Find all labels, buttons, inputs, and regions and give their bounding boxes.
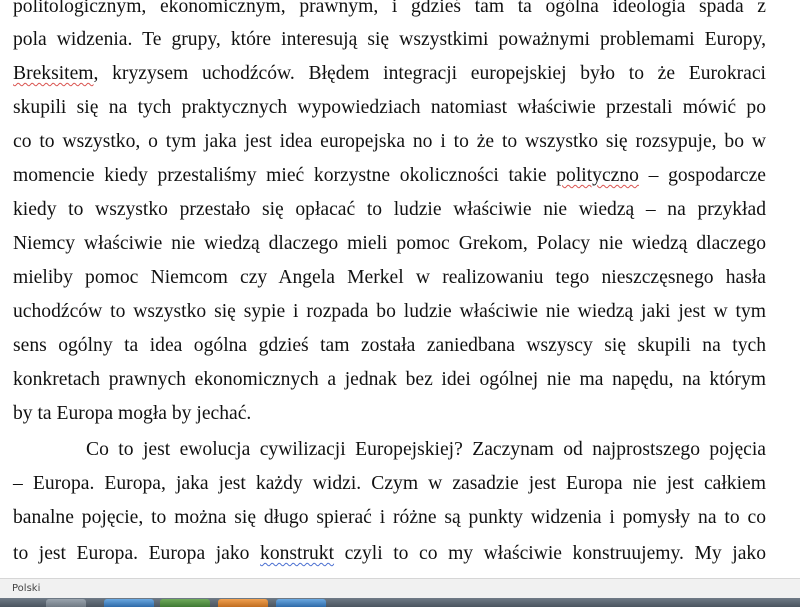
text-line: uchodźców to wszystko się sypie i rozpada bo ludzie właściwie nie wiedzą jaki jest w tym bbox=[13, 301, 766, 322]
text-line: co to wszystko, o tym jaka jest idea europejska no i to że to wszystko się rozsypuje, bo w bbox=[13, 131, 766, 152]
start-button[interactable] bbox=[46, 599, 86, 607]
status-bar bbox=[0, 578, 800, 599]
taskbar-app-icon[interactable] bbox=[276, 599, 326, 607]
spelling-error-word[interactable]: polityczno bbox=[556, 165, 639, 186]
taskbar bbox=[0, 598, 800, 607]
language-indicator[interactable]: Polski bbox=[12, 583, 41, 594]
taskbar-app-icon[interactable] bbox=[104, 599, 154, 607]
text-line: Breksitem, kryzysem uchodźców. Błędem integracji europejskiej było to że Eurokraci bbox=[13, 63, 766, 84]
text-line: banalne pojęcie, to można się długo spierać i różne są punkty widzenia i pomysły na to co bbox=[13, 507, 766, 528]
text-line: by ta Europa mogła by jechać. bbox=[13, 403, 252, 424]
text-line: skupili się na tych praktycznych wypowiedziach natomiast właściwie przestali mówić po bbox=[13, 97, 766, 118]
text-line: mieliby pomoc Niemcom czy Angela Merkel w realizowaniu tego nieszczęsnego hasła bbox=[13, 267, 766, 288]
text-line: sens ogólny ta idea ogólna gdzieś tam została zaniedbana wszyscy się skupili na tych bbox=[13, 335, 766, 356]
text-line: to jest Europa. Europa jako konstrukt czyli to co my właściwie konstruujemy. My jako bbox=[13, 543, 766, 564]
spelling-error-word[interactable]: Breksitem bbox=[13, 63, 94, 84]
text-line: Niemcy właściwie nie wiedzą dlaczego mieli pomoc Grekom, Polacy nie wiedzą dlaczego bbox=[13, 233, 766, 254]
text-line: – Europa. Europa, jaka jest każdy widzi. Czym w zasadzie jest Europa nie jest całkiem bbox=[13, 473, 766, 494]
text-line: pola widzenia. Te grupy, które interesują się wszystkimi poważnymi problemami Europy, bbox=[13, 29, 766, 50]
grammar-flag-word[interactable]: konstrukt bbox=[260, 543, 335, 564]
text-line: politologicznym, ekonomicznym, prawnym, i gdzieś tam ta ogólna ideologia spada z bbox=[13, 0, 766, 17]
text-line: momencie kiedy przestaliśmy mieć korzystne okoliczności takie polityczno – gospodarcze bbox=[13, 165, 766, 186]
paragraph-first-line: Co to jest ewolucja cywilizacji Europejskiej? Zaczynam od najprostszego pojęcia bbox=[86, 439, 766, 460]
text-line: kiedy to wszystko przestało się opłacać to ludzie właściwie nie wiedzą – na przykład bbox=[13, 199, 766, 220]
text-line: konkretach prawnych ekonomicznych a jednak bez idei ogólnej nie ma napędu, na którym bbox=[13, 369, 766, 390]
taskbar-app-icon[interactable] bbox=[160, 599, 210, 607]
taskbar-app-icon[interactable] bbox=[218, 599, 268, 607]
